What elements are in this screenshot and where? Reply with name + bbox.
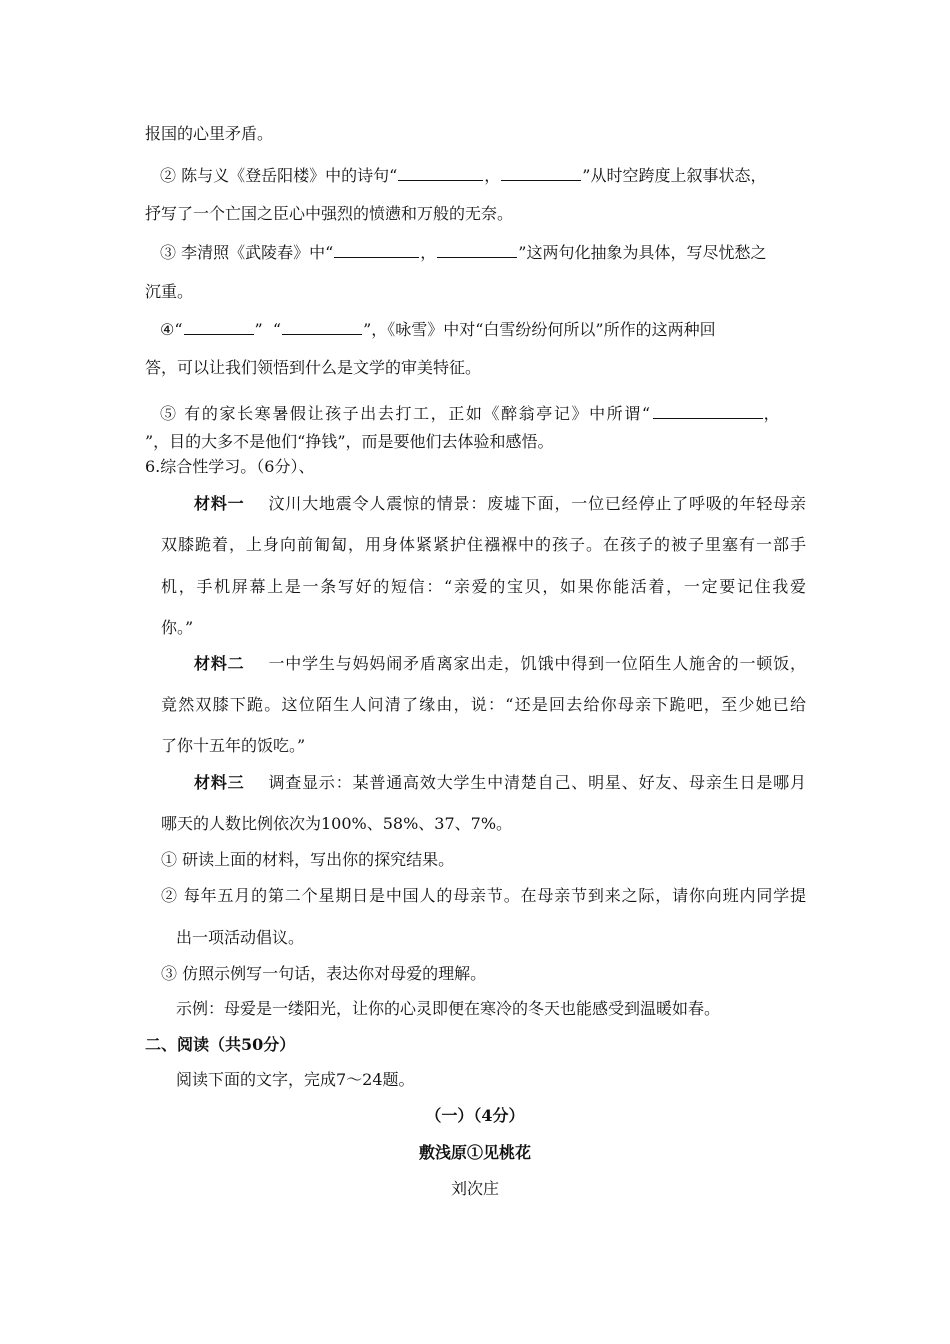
material-2-text: 一中学生与妈妈闹矛盾离家出走，饥饿中得到一位陌生人施舍的一顿饭， [268,654,806,673]
material-3-line-2: 哪天的人数比例依次为100%、58%、37、7%。 [161,814,513,833]
q5-item-4-line-1 [160,318,716,340]
material-2-label: 材料二 [194,654,245,673]
line-top: 报国的心里矛盾。 [145,124,274,143]
material-2-line-2: 竟然双膝下跪。这位陌生人问清了缘由，说：“还是回去给你母亲下跪吧，至少她已给 [161,695,806,714]
task-2-line-2: 出一项活动倡议。 [176,928,305,947]
material-1-line-4: 你。” [161,618,194,637]
q5-item-3-text: ③ 李清照《武陵春》中“ [160,243,334,262]
material-3-line-1 [194,773,806,793]
answer-blank[interactable] [437,241,517,258]
answer-blank[interactable] [653,402,763,419]
q5-item-2-text: ”从时空跨度上叙事状态， [582,166,767,185]
answer-blank[interactable] [501,164,581,181]
material-2-line-3: 了你十五年的饭吃。” [161,736,306,755]
task-1: ① 研读上面的材料，写出你的探究结果。 [161,850,455,869]
reading-instruction: 阅读下面的文字，完成7～24题。 [176,1070,415,1089]
answer-blank[interactable] [334,241,419,258]
separator: ， [763,404,780,423]
q5-item-2-line-2: 抒写了一个亡国之臣心中强烈的愤懑和万般的无奈。 [145,204,514,223]
material-1-label: 材料一 [194,494,245,513]
q5-item-3-line-1 [160,241,766,263]
q6-heading: 6.综合性学习。（6分）、 [145,457,315,476]
task-3: ③ 仿照示例写一句话，表达你对母爱的理解。 [161,964,487,983]
separator: ， [484,166,501,185]
example: 示例：母爱是一缕阳光，让你的心灵即便在寒冷的冬天也能感受到温暖如春。 [176,999,721,1018]
material-1-line-2: 双膝跪着，上身向前匍匐，用身体紧紧护住襁褓中的孩子。在孩子的被子里塞有一部手 [161,535,806,554]
separator: ， [420,243,437,262]
q5-item-4-text: ”，《咏雪》中对“白雪纷纷何所以”所作的这两种回 [363,320,716,339]
q5-item-4-line-2: 答，可以让我们领悟到什么是文学的审美特征。 [145,358,482,377]
poem-author: 刘次庄 [450,1179,499,1198]
q5-item-2-text: ② 陈与义《登岳阳楼》中的诗句“ [160,166,398,185]
poem-title: 敷浅原①见桃花 [418,1143,531,1162]
material-2-line-1 [194,654,806,674]
answer-blank[interactable] [184,318,254,335]
separator: ” “ [254,320,282,339]
subsection-heading: （一）（4分） [425,1106,525,1125]
material-3-text: 调查显示：某普通高效大学生中清楚自己、明星、好友、母亲生日是哪月 [268,773,806,792]
q5-item-4-text: ④“ [160,320,183,339]
answer-blank[interactable] [398,164,483,181]
material-1-line-3: 机，手机屏幕上是一条写好的短信：“亲爱的宝贝，如果你能活着，一定要记住我爱 [161,577,806,596]
material-1-line-1 [194,494,806,514]
answer-blank[interactable] [282,318,362,335]
task-2-line-1: ② 每年五月的第二个星期日是中国人的母亲节。在母亲节到来之际，请你向班内同学提 [161,886,806,905]
q5-item-5-text: ⑤ 有的家长寒暑假让孩子出去打工，正如《醉翁亭记》中所谓“ [160,404,652,423]
q5-item-3-line-2: 沉重。 [145,282,194,301]
q5-item-3-text: ”这两句化抽象为具体，写尽忧愁之 [518,243,767,262]
material-3-label: 材料三 [194,773,245,792]
q5-item-2-line-1 [160,164,766,186]
material-1-text: 汶川大地震令人震惊的情景：废墟下面，一位已经停止了呼吸的年轻母亲 [268,494,806,513]
section-heading: 二、阅读（共50分） [145,1035,296,1054]
q5-item-5-line-2: ”，目的大多不是他们“挣钱”，而是要他们去体验和感悟。 [145,432,554,451]
q5-item-5-line-1 [160,402,780,424]
